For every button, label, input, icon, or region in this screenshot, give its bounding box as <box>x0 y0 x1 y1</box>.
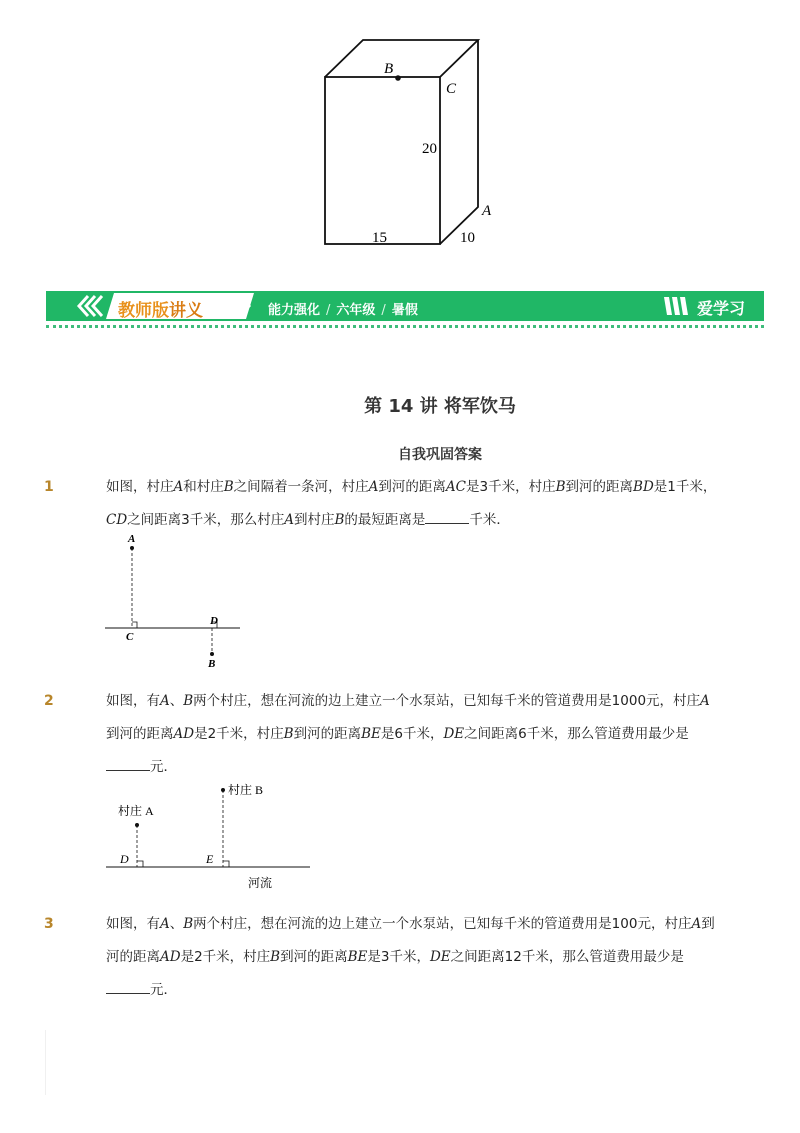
tag-separator: / <box>381 303 386 318</box>
section-title: 自我巩固答案 <box>398 447 482 463</box>
box-figure <box>310 30 510 260</box>
label-c: C <box>446 81 457 97</box>
question-1-text: 如图，村庄A和村庄B之间隔着一条河，村庄A到河的距离AC是3千米，村庄B到河的距离BD是1千米，CD之间距离3千米，那么村庄A到村庄B的最短距离是 千米． <box>106 479 717 528</box>
lesson-title: 第 14 讲 将军饮马 <box>364 396 516 417</box>
point-a <box>130 546 134 550</box>
banner-tag-grade: 六年级 <box>336 303 376 318</box>
banner-tags <box>268 299 418 318</box>
label-a: A <box>482 203 492 219</box>
box-front-face <box>325 77 440 244</box>
answer-blank <box>425 511 469 524</box>
banner-dotted-divider <box>46 325 764 328</box>
question-2-figure <box>100 775 320 895</box>
banner-title <box>118 296 203 321</box>
label-d: D <box>210 615 218 627</box>
label-village-a: 村庄 A <box>118 804 154 818</box>
label-d: D <box>120 852 129 866</box>
label-river: 河流 <box>248 876 273 890</box>
point-village-b <box>221 788 225 792</box>
question-1-number: 1 <box>44 479 54 495</box>
box-top-face <box>325 40 478 77</box>
banner-tag-ability: 能力强化 <box>268 303 321 318</box>
banner-tag-season: 暑假 <box>391 303 418 318</box>
label-a: A <box>128 533 136 545</box>
banner-title-part2: 讲义 <box>169 301 203 321</box>
banner-title-part1: 教师版 <box>118 301 169 321</box>
question-1-figure <box>100 530 250 670</box>
point-village-a <box>135 823 139 827</box>
label-width: 15 <box>372 230 387 246</box>
tag-separator: / <box>326 303 331 318</box>
brand-logo-icon <box>664 297 688 315</box>
label-b: B <box>384 61 394 77</box>
margin-rule <box>45 1030 46 1095</box>
label-height: 20 <box>422 141 437 157</box>
answer-blank <box>106 758 150 771</box>
point-b <box>210 652 214 656</box>
question-3-number: 3 <box>44 916 54 932</box>
label-b: B <box>208 658 216 670</box>
label-e: E <box>206 852 214 866</box>
answer-blank <box>106 981 150 994</box>
question-2-text: 如图，有A、B两个村庄，想在河流的边上建立一个水泵站，已知每千米的管道费用是1000元，村庄A到河的距离AD是2千米，村庄B到河的距离BE是6千米，DE之间距离6千米，那么管道费用最少是元． <box>106 693 710 775</box>
label-c: C <box>126 631 134 643</box>
question-3-text: 如图，有A、B两个村庄，想在河流的边上建立一个水泵站，已知每千米的管道费用是100元，村庄A到河的距离AD是2千米，村庄B到河的距离BE是3千米，DE之间距离12千米，那么管道费用最少是元． <box>106 916 715 998</box>
label-village-b: 村庄 B <box>228 783 264 797</box>
label-depth: 10 <box>460 230 475 246</box>
question-2-number: 2 <box>44 693 54 709</box>
point-b <box>395 75 401 81</box>
brand-name: 爱学习 <box>697 299 746 318</box>
